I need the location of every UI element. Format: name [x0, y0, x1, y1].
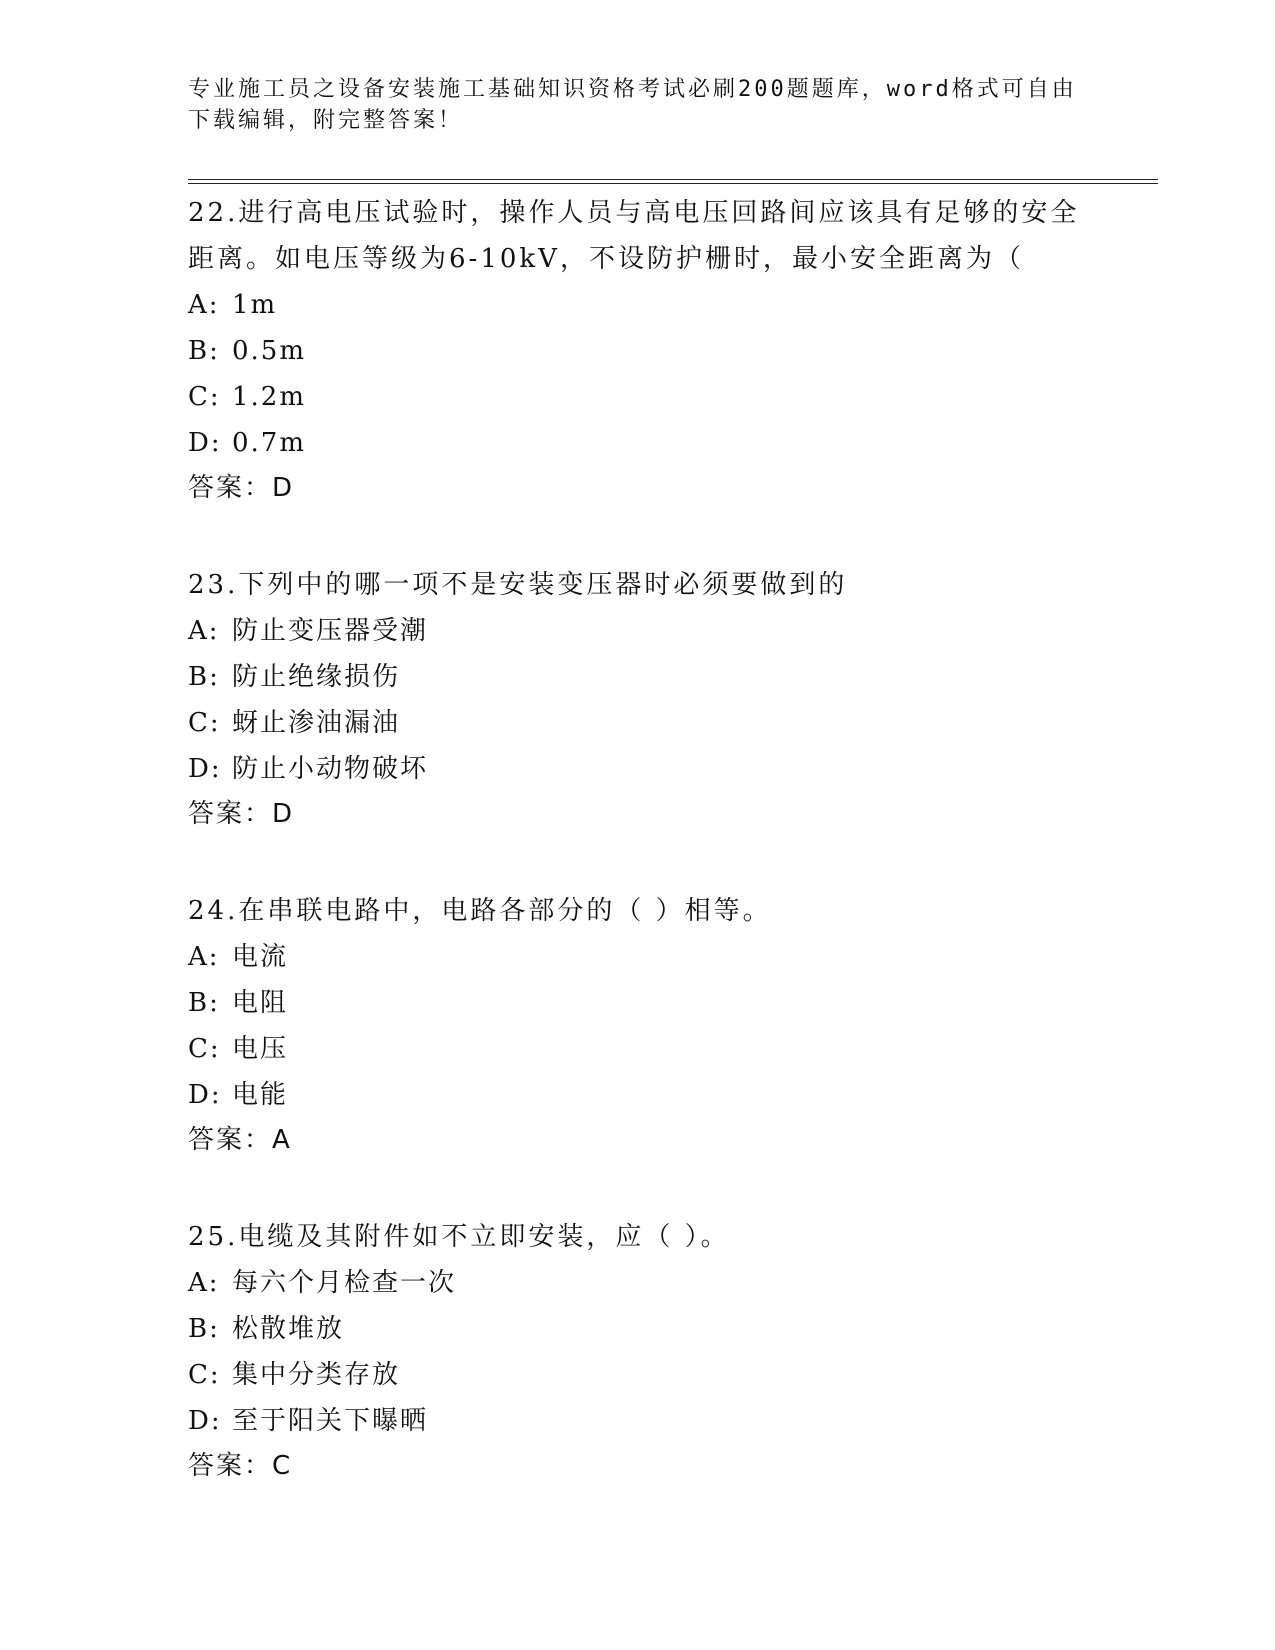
header-divider-top	[188, 179, 1158, 180]
option-text: 1m	[232, 290, 278, 320]
option-text: 防止绝缘损伤	[232, 662, 401, 692]
option-text: 至于阳关下曝晒	[232, 1406, 429, 1436]
option-text: 集中分类存放	[232, 1360, 401, 1390]
answer: 答案：A	[188, 1125, 292, 1155]
option-text: 电能	[232, 1080, 289, 1110]
option-letter: C:	[188, 382, 221, 412]
option-text: 1.2m	[232, 382, 307, 412]
option-letter: A:	[188, 616, 220, 646]
option-a	[188, 608, 1088, 654]
option-c	[188, 700, 1088, 746]
option-text: 0.7m	[232, 428, 307, 458]
option-a	[188, 934, 1088, 980]
option-b	[188, 654, 1088, 700]
question-spacer	[188, 836, 1088, 888]
option-a	[188, 282, 1088, 328]
option-letter: B:	[188, 988, 220, 1018]
option-text: 电压	[232, 1034, 289, 1064]
option-letter: D:	[188, 1080, 222, 1110]
question-25	[188, 1214, 1088, 1488]
question-stem: 24.在串联电路中，电路各部分的（ ）相等。	[188, 896, 772, 926]
question-spacer	[188, 1162, 1088, 1214]
option-b	[188, 328, 1088, 374]
option-d	[188, 746, 1088, 792]
option-letter: D:	[188, 428, 222, 458]
option-c	[188, 1352, 1088, 1398]
question-23	[188, 562, 1088, 836]
question-stem: 22.进行高电压试验时，操作人员与高电压回路间应该具有足够的安全距离。如电压等级为6-10kV，不设防护栅时，最小安全距离为（	[188, 198, 1080, 274]
option-letter: B:	[188, 662, 220, 692]
option-c	[188, 374, 1088, 420]
question-24	[188, 888, 1088, 1162]
option-text: 防止小动物破坏	[232, 754, 429, 784]
option-d	[188, 1398, 1088, 1444]
option-text: 电流	[232, 942, 289, 972]
answer: 答案：D	[188, 799, 295, 829]
question-stem: 23.下列中的哪一项不是安装变压器时必须要做到的	[188, 570, 848, 600]
option-letter: A:	[188, 290, 220, 320]
option-b	[188, 980, 1088, 1026]
option-text: 防止变压器受潮	[232, 616, 429, 646]
option-text: 0.5m	[232, 336, 307, 366]
option-b	[188, 1306, 1088, 1352]
header-divider-bottom	[188, 183, 1158, 184]
option-letter: D:	[188, 1406, 222, 1436]
option-text: 电阻	[232, 988, 289, 1018]
answer: 答案：D	[188, 473, 295, 503]
question-spacer	[188, 510, 1088, 562]
option-letter: B:	[188, 1314, 220, 1344]
option-letter: C:	[188, 1034, 221, 1064]
option-text: 每六个月检查一次	[232, 1268, 457, 1298]
answer: 答案：C	[188, 1451, 293, 1481]
option-a	[188, 1260, 1088, 1306]
option-c	[188, 1026, 1088, 1072]
option-text: 蚜止渗油漏油	[232, 708, 401, 738]
question-stem: 25.电缆及其附件如不立即安装，应（ ）。	[188, 1222, 730, 1252]
document-header: 专业施工员之设备安装施工基础知识资格考试必刷200题题库，word格式可自由下载编辑，附完整答案！	[188, 77, 1077, 133]
option-letter: C:	[188, 708, 221, 738]
option-letter: A:	[188, 942, 220, 972]
option-letter: A:	[188, 1268, 220, 1298]
option-d	[188, 420, 1088, 466]
option-d	[188, 1072, 1088, 1118]
option-text: 松散堆放	[232, 1314, 345, 1344]
question-22	[188, 190, 1088, 510]
option-letter: C:	[188, 1360, 221, 1390]
option-letter: B:	[188, 336, 220, 366]
question-list	[188, 190, 1088, 1488]
option-letter: D:	[188, 754, 222, 784]
